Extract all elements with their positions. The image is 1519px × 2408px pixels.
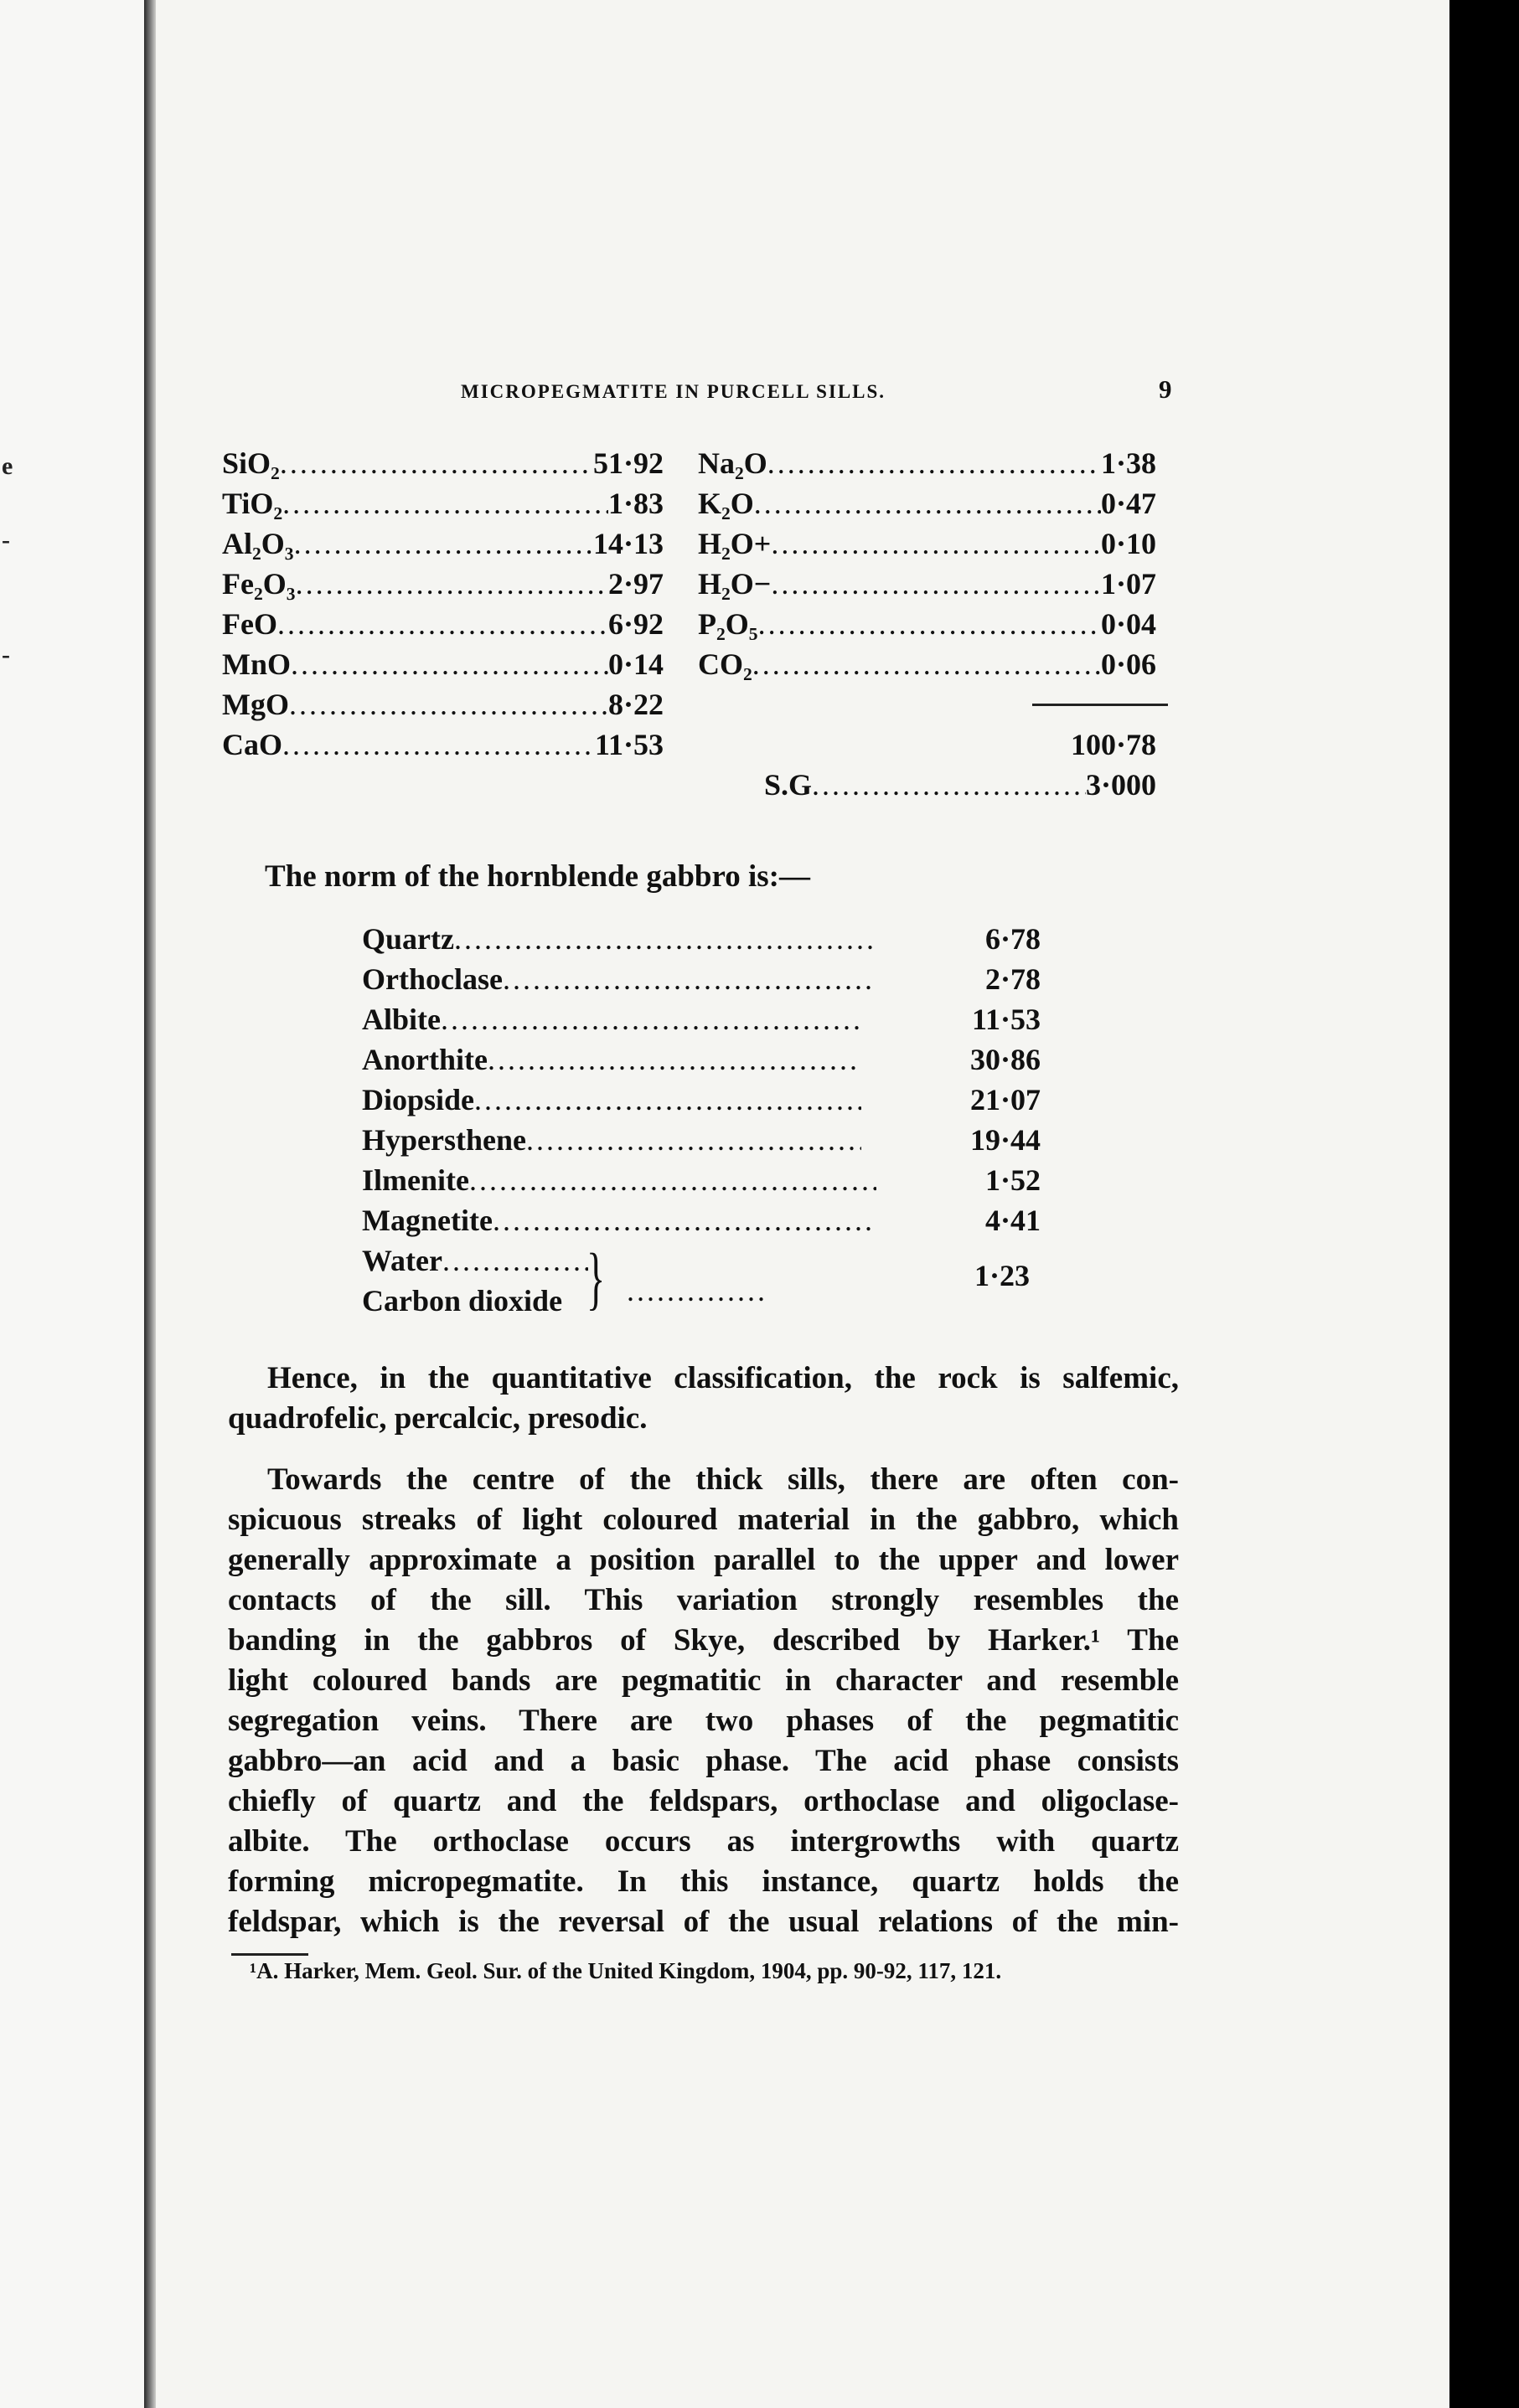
running-head: MICROPEGMATITE IN PURCELL SILLS. [461, 381, 886, 402]
mineral-value: 2·78 [984, 962, 1041, 996]
analysis-row [222, 727, 664, 767]
mineral-label: Quartz [362, 922, 454, 956]
text-line: Hence, in the quantitative classification, the rock is salfemic, [267, 1361, 1179, 1395]
paragraph [228, 1359, 1179, 1439]
sg-value: 3·000 [1085, 768, 1156, 802]
analysis-row [222, 446, 664, 486]
oxide-value: 1·07 [1100, 567, 1156, 601]
analysis-row [222, 526, 664, 566]
mineral-value: 4·41 [984, 1204, 1041, 1237]
oxide-label: FeO [222, 607, 277, 641]
oxide-label: Fe₂O₃ [222, 567, 296, 601]
analysis-row [698, 526, 1156, 566]
mineral-label: Hypersthene [362, 1123, 526, 1157]
text-line: albite. The orthoclase occurs as intergrowths with quartz [228, 1824, 1179, 1859]
norm-row [362, 921, 1041, 962]
oxide-value: 6·92 [607, 607, 664, 641]
norm-row-carbon-dioxide [362, 1283, 597, 1323]
mineral-label: Anorthite [362, 1043, 488, 1076]
text-line: banding in the gabbros of Skye, described by Harker.¹ The [228, 1623, 1179, 1658]
norm-row-water [362, 1243, 588, 1283]
analysis-row [698, 446, 1156, 486]
norm-row [362, 1163, 1041, 1203]
mineral-value: 30·86 [969, 1043, 1041, 1076]
oxide-value: 1·83 [607, 487, 664, 520]
oxide-label: Al₂O₃ [222, 527, 294, 560]
text-line: spicuous streaks of light coloured material in the gabbro, which [228, 1503, 1179, 1537]
footnote-rule [231, 1953, 308, 1956]
margin-mark: e [2, 452, 13, 480]
mineral-value: 6·78 [984, 922, 1041, 956]
mineral-value: 11·53 [971, 1003, 1041, 1036]
oxide-label: CO₂ [698, 647, 752, 681]
text-line: segregation veins. There are two phases of the pegmatitic [228, 1704, 1179, 1738]
norm-row [362, 1082, 1041, 1122]
oxide-label: SiO₂ [222, 446, 280, 480]
analysis-row [222, 647, 664, 687]
mineral-label: Water [362, 1244, 442, 1277]
oxide-value: 0·10 [1100, 527, 1156, 560]
oxide-label: H₂O+ [698, 527, 772, 560]
oxide-label: CaO [222, 728, 282, 761]
text-line: light coloured bands are pegmatitic in character and resemble [228, 1663, 1179, 1698]
norm-intro: The norm of the hornblende gabbro is:— [265, 859, 810, 894]
leader-dots: .............. [627, 1274, 767, 1307]
margin-mark: - [2, 641, 10, 668]
brace: } [586, 1240, 606, 1317]
sg-label: S.G [764, 768, 813, 802]
mineral-label: Diopside [362, 1083, 475, 1116]
norm-row [362, 962, 1041, 1002]
mineral-value: 21·07 [969, 1083, 1041, 1116]
norm-row [362, 1122, 1041, 1163]
analysis-row [698, 606, 1156, 647]
oxide-value: 2·97 [607, 567, 664, 601]
oxide-label: MnO [222, 647, 292, 681]
text-line: feldspar, which is the reversal of the usual relations of the min- [228, 1905, 1179, 1939]
oxide-value: 51·92 [592, 446, 664, 480]
footnote: ¹A. Harker, Mem. Geol. Sur. of the United Kingdom, 1904, pp. 90-92, 117, 121. [250, 1958, 1002, 1983]
oxide-label: Na₂O [698, 446, 767, 480]
analysis-row [222, 687, 664, 727]
analysis-row [698, 566, 1156, 606]
paragraph [228, 1460, 1179, 1942]
sum-rule [1032, 704, 1168, 706]
oxide-label: MgO [222, 688, 289, 721]
page-gutter [144, 0, 156, 2408]
analysis-row [222, 486, 664, 526]
oxide-value: 1·38 [1100, 446, 1156, 480]
mineral-label: Albite [362, 1003, 441, 1036]
text-line: generally approximate a position parallel to the upper and lower [228, 1543, 1179, 1577]
oxide-value: 0·04 [1100, 607, 1156, 641]
text-line: contacts of the sill. This variation strongly resembles the [228, 1583, 1179, 1617]
analysis-total: 100·78 [1070, 728, 1156, 761]
analysis-row [222, 566, 664, 606]
oxide-value: 0·47 [1100, 487, 1156, 520]
scan-border [1449, 0, 1519, 2408]
specific-gravity-row [764, 767, 1156, 807]
text-line: quadrofelic, percalcic, presodic. [228, 1401, 648, 1436]
analysis-row [222, 606, 664, 647]
mineral-value: 1·52 [984, 1163, 1041, 1197]
oxide-label: K₂O [698, 487, 754, 520]
text-line: Towards the centre of the thick sills, there are often con- [267, 1462, 1179, 1497]
oxide-value: 0·06 [1100, 647, 1156, 681]
mineral-label: Magnetite [362, 1204, 493, 1237]
mineral-label: Ilmenite [362, 1163, 469, 1197]
analysis-row [698, 486, 1156, 526]
analysis-row [698, 647, 1156, 687]
text-line: chiefly of quartz and the feldspars, orthoclase and oligoclase- [228, 1784, 1179, 1818]
text-line: gabbro—an acid and a basic phase. The acid phase consists [228, 1744, 1179, 1778]
norm-row [362, 1203, 1041, 1243]
norm-row [362, 1042, 1041, 1082]
norm-row [362, 1002, 1041, 1042]
facing-page-strip [0, 0, 147, 2408]
text-line: forming micropegmatite. In this instance, quartz holds the [228, 1864, 1179, 1899]
oxide-label: P₂O₅ [698, 607, 758, 641]
mineral-label: Carbon dioxide [362, 1284, 563, 1317]
oxide-value: 0·14 [607, 647, 664, 681]
page-number: 9 [1159, 374, 1172, 404]
oxide-label: H₂O− [698, 567, 772, 601]
margin-mark: - [2, 526, 10, 554]
oxide-label: TiO₂ [222, 487, 283, 520]
combined-value: 1·23 [974, 1259, 1031, 1292]
oxide-value: 11·53 [594, 728, 664, 761]
oxide-value: 8·22 [607, 688, 664, 721]
mineral-label: Orthoclase [362, 962, 503, 996]
analysis-total-row [1032, 727, 1156, 767]
oxide-value: 14·13 [592, 527, 664, 560]
mineral-value: 19·44 [969, 1123, 1041, 1157]
